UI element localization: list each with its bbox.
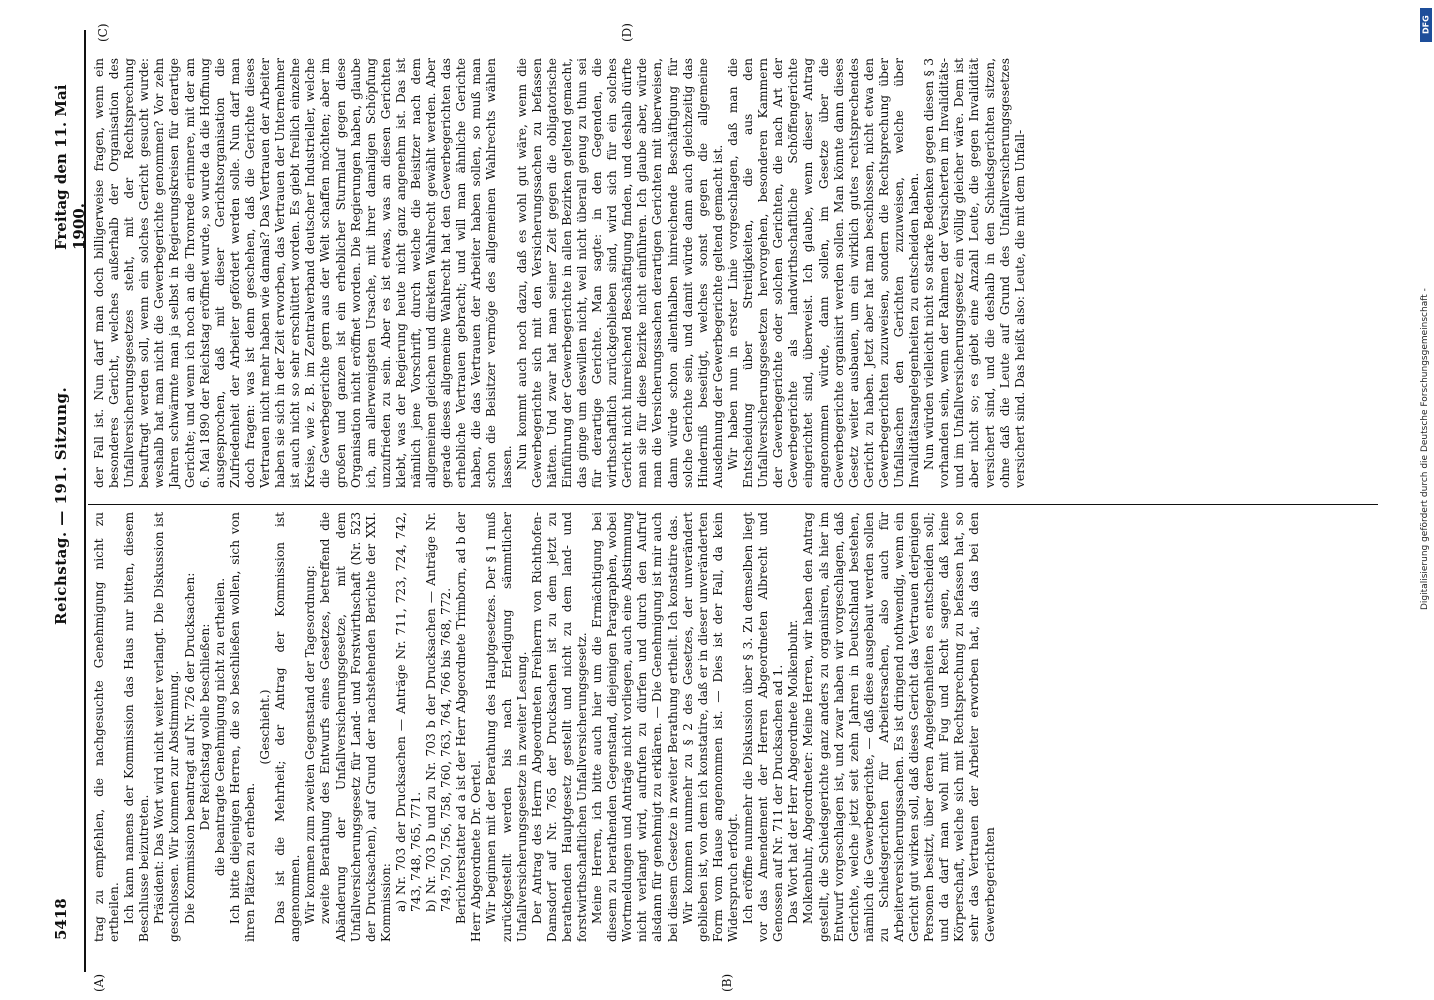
paragraph: Wir kommen nunmehr zu § 2 des Gesetzes, der unverändert geblieben ist, von dem ich konstatire, daß er in dieser unveränderten Form vom Hause angenommen ist. — Dies ist der Fall, da kein Widerspruch erfolgt. xyxy=(680,511,740,942)
page-number: 5418 xyxy=(52,898,70,940)
paragraph: Nun kommt auch noch dazu, daß es wohl gut wäre, wenn die Gewerbegerichte sich mit den Versicherungssachen zu befassen hätten. Und zwar hat man seiner Zeit gegen die obligatorische Einführung der Gewerbegerichte in allen Bezirken geltend gemacht, das ginge um deswillen nicht, weil nicht überall genug zu thun sei für derartige Gerichte. Man sagte: in den Gegenden, die wirthschaftlich zurückgeblieben sind, wird sich für ein solches Gericht nicht hinreichend Beschäftigung finden, und deshalb dürfte man sie für diese Bezirke nicht einführen. Ich glaube aber, würde man die Versicherungssachen derartigen Gerichten mit überweisen, dann würde schon allenthalben hinreichende Beschäftigung für solche Gerichte sein, und damit würde dann auch gleichzeitig das Hinderniß beseitigt, welches sonst gegen die allgemeine Ausdehnung der Gewerbegerichte geltend gemacht ist. xyxy=(514,58,725,488)
paragraph: Das ist die Mehrheit; der Antrag der Kommission ist angenommen. xyxy=(273,512,303,942)
paragraph: Ich kann namens der Kommission das Haus nur bitten, diesem Beschlusse beizutreten. xyxy=(122,512,152,942)
dfg-logo: DFG xyxy=(1420,8,1432,42)
column-divider xyxy=(88,504,1378,505)
paragraph: Wir kommen zum zweiten Gegenstand der Tagesordnung: xyxy=(303,565,318,924)
paragraph: Ich bitte diejenigen Herren, die so beschließen wollen, sich von ihren Plätzen zu erheben. xyxy=(227,512,257,942)
paragraph: Wir beginnen mit der Berathung des Hauptgesetzes. Der § 1 muß zurückgestellt werden bis nach Erledigung sämmtlicher Unfallversicherungsgesetze in zweiter Lesung. xyxy=(484,512,529,942)
right-column xyxy=(92,58,1028,488)
list-item: a) Nr. 703 der Drucksachen — Anträge Nr. 711, 723, 724, 742, 743, 748, 765, 771. xyxy=(393,512,423,912)
paragraph: die beantragte Genehmigung nicht zu ertheilen. xyxy=(212,577,227,877)
digitization-credit: Digitalisierung gefördert durch die Deutsche Forschungsgemeinschaft - xyxy=(1420,288,1430,610)
paragraph: Der Reichstag wolle beschließen: xyxy=(197,623,212,831)
agenda-item: zweite Berathung des Entwurfs eines Gesetzes, betreffend die Abänderung der Unfallversicherungsgesetze, mit dem Unfallversicherungsgesetz für Land- und Forstwirthschaft (Nr. 523 der Drucksachen), auf Grund der nachstehenden Berichte der XXI. Kommission: xyxy=(318,512,393,942)
paragraph: (Geschieht.) xyxy=(258,689,273,765)
digitization-banner xyxy=(1419,8,1433,993)
paragraph: Präsident: Das Wort wird nicht weiter verlangt. Die Diskussion ist geschlossen. Wir kommen zur Abstimmung. xyxy=(152,512,182,942)
margin-mark-a: (A) xyxy=(92,973,106,992)
paragraph: Das Wort hat der Herr Abgeordnete Molkenbuhr. xyxy=(786,619,801,924)
list-item: b) Nr. 703 b und zu Nr. 703 b der Drucksachen — Anträge Nr. 749, 750, 756, 758, 760, 763, 764, 766 bis 768, 772. xyxy=(424,512,454,912)
margin-mark-b: (B) xyxy=(720,973,734,992)
paragraph: Ich eröffne nunmehr die Diskussion über § 3. Zu demselben liegt vor das Amendement der Herren Abgeordneten Albrecht und Genossen auf Nr. 711 der Drucksachen ad 1. xyxy=(741,512,786,942)
margin-mark-c: (C) xyxy=(96,23,110,42)
page-header xyxy=(52,40,88,940)
paragraph: Wir haben nun in erster Linie vorgeschlagen, daß man die Entscheidung über Streitigkeiten, die aus den Unfallversicherungsgesetzen hervorgehen, besonderen Kammern der Gewerbegerichte oder solchen Gerichten, die nach Art der Gewerbegerichte als landwirthschaftliche Schöffengerichte eingerichtet sind, überweist. Ich glaube, wenn dieser Antrag angenommen würde, dann sollen, im Gesetze über die Gewerbegerichte organisirt werden sollen. Man könnte dann dieses Gesetz weiter ausbauen, um ein wirklich gutes rechtsprechendes Gericht zu haben. Jetzt aber hat man beschlossen, nicht etwa den Gewerbegerichten zuzuweisen, sondern die Rechtsprechung über Unfallsachen den Gerichten zuzuweisen, welche über Invaliditätsangelegenheiten zu entscheiden haben. xyxy=(725,58,922,488)
paragraph: Meine Herren, ich bitte auch hier um die Ermächtigung bei diesem zu berathenden Gegenstand, diejenigen Paragraphen, wobei Wortmeldungen und Anträge nicht vorliegen, auch eine Abstimmung nicht verlangt wird, aufrufen zu dürfen und durch den Aufruf alsdann für genehmigt zu erklären. — Die Genehmigung ist mir auch bei diesem Gesetze in zweiter Berathung ertheilt. Ich konstatire das. xyxy=(590,512,680,942)
header-date: Freitag den 11. Mai 1900. xyxy=(52,84,88,250)
margin-mark-d: (D) xyxy=(620,23,634,42)
paragraph: der Fall ist. Nun darf man doch billigerweise fragen, wenn ein besonderes Gericht, welches außerhalb der Organisation des Unfallversicherungsgesetzes steht, mit der Rechtsprechung beauftragt werden soll, wenn ein solches Gericht gesucht wurde: weshalb hat man nicht die Gewerbegerichte genommen? Vor zehn Jahren schwärmte man ja selbst in Regierungskreisen für derartige Gerichte; und wenn ich noch an die Thronrede erinnere, mit der am 6. Mai 1890 der Reichstag eröffnet wurde, so wurde da die Hoffnung ausgesprochen, daß mit dieser Gerichtsorganisation die Zufriedenheit der Arbeiter gefördert werden solle. Nun darf man doch fragen: was ist denn geschehen, daß die Gerichte dieses Vertrauen nicht mehr haben wie damals? Das Vertrauen der Arbeiter haben sie sich in der Zeit erworben, das Vertrauen der Unternehmer ist auch nicht so sehr erschüttert worden. Es giebt freilich einzelne Kreise, wie z. B. im Zentralverband deutscher Industrieller, welche die Gewerbegerichte gern aus der Welt schaffen möchten; aber im großen und ganzen ist ein erheblicher Sturmlauf gegen diese Organisation nicht eröffnet worden. Die Regierungen haben, glaube ich, am allerwenigsten Ursache, mit ihrer damaligen Schöpfung unzufrieden zu sein. Aber es ist etwas, was an diesen Gerichten klebt, was der Regierung heute nicht ganz angenehm ist. Das ist nämlich jene Vorschrift, durch welche die Beisitzer nach dem allgemeinen gleichen und direkten Wahlrecht gewählt werden. Aber gerade dieses allgemeine Wahlrecht hat den Gewerbegerichten das erhebliche Vertrauen gebracht; und will man ähnliche Gerichte haben, die das Vertrauen der Arbeiter haben sollen, so muß man schon die Beisitzer vermöge des allgemeinen Wahlrechts wählen lassen. xyxy=(92,58,514,488)
paragraph: Der Antrag des Herrn Abgeordneten Freiherrn von Richthofen-Damsdorf auf Nr. 765 der Drucksachen ist zu dem jetzt zu berathenden Hauptgesetz gestellt und nicht zu dem land- und forstwirthschaftlichen Unfallversicherungsgesetz. xyxy=(529,512,589,942)
header-title: Reichstag. — 191. Sitzung. xyxy=(52,386,70,625)
paragraph: Nun würden vielleicht nicht so starke Bedenken gegen diesen § 3 vorhanden sein, wenn der Rahmen der Versicherten im Invaliditäts- und im Unfallversicherungsgesetz ein völlig gleicher wäre. Dem ist aber nicht so; es giebt eine Anzahl Leute, die gegen Invalidität versichert sind, und die deshalb in den Schiedsgerichten sitzen, ohne daß die Leute auf Grund des Unfallversicherungsgesetzes versichert sind. Das heißt also: Leute, die mit dem Unfall- xyxy=(922,58,1027,488)
header-rule xyxy=(84,30,86,972)
paragraph: trag zu empfehlen, die nachgesuchte Genehmigung nicht zu ertheilen. xyxy=(92,512,122,942)
paragraph: Berichterstatter ad a ist der Herr Abgeordnete Trimborn, ad b der Herr Abgeordnete Dr. Oertel. xyxy=(454,512,484,942)
left-column xyxy=(92,512,998,942)
paragraph: Molkenbuhr, Abgeordneter: Meine Herren, wir haben den Antrag gestellt, die Schiedsgerichte ganz anders zu organisiren, als hier im Entwurf vorgeschlagen ist, und zwar haben wir vorgeschlagen, daß Gerichte, welche jetzt seit zehn Jahren in Deutschland bestehen, nämlich die Gewerbegerichte, — daß diese ausgebaut werden sollen zu Schiedsgerichten für Arbeitersachen, also auch für Arbeiterversicherungssachen. Es ist dringend nothwendig, wenn ein Gericht gut wirken soll, daß dieses Gericht das Vertrauen derjenigen Personen besitzt, über deren Angelegenheiten es entscheiden soll; und da darf man wohl mit Fug und Recht sagen, daß keine Körperschaft, welche sich mit Rechtsprechung zu befassen hat, so sehr das Vertrauen der Arbeiter erworben hat, als das bei den Gewerbegerichten xyxy=(801,512,997,942)
paragraph: Die Kommission beantragt auf Nr. 726 der Drucksachen: xyxy=(182,572,197,924)
